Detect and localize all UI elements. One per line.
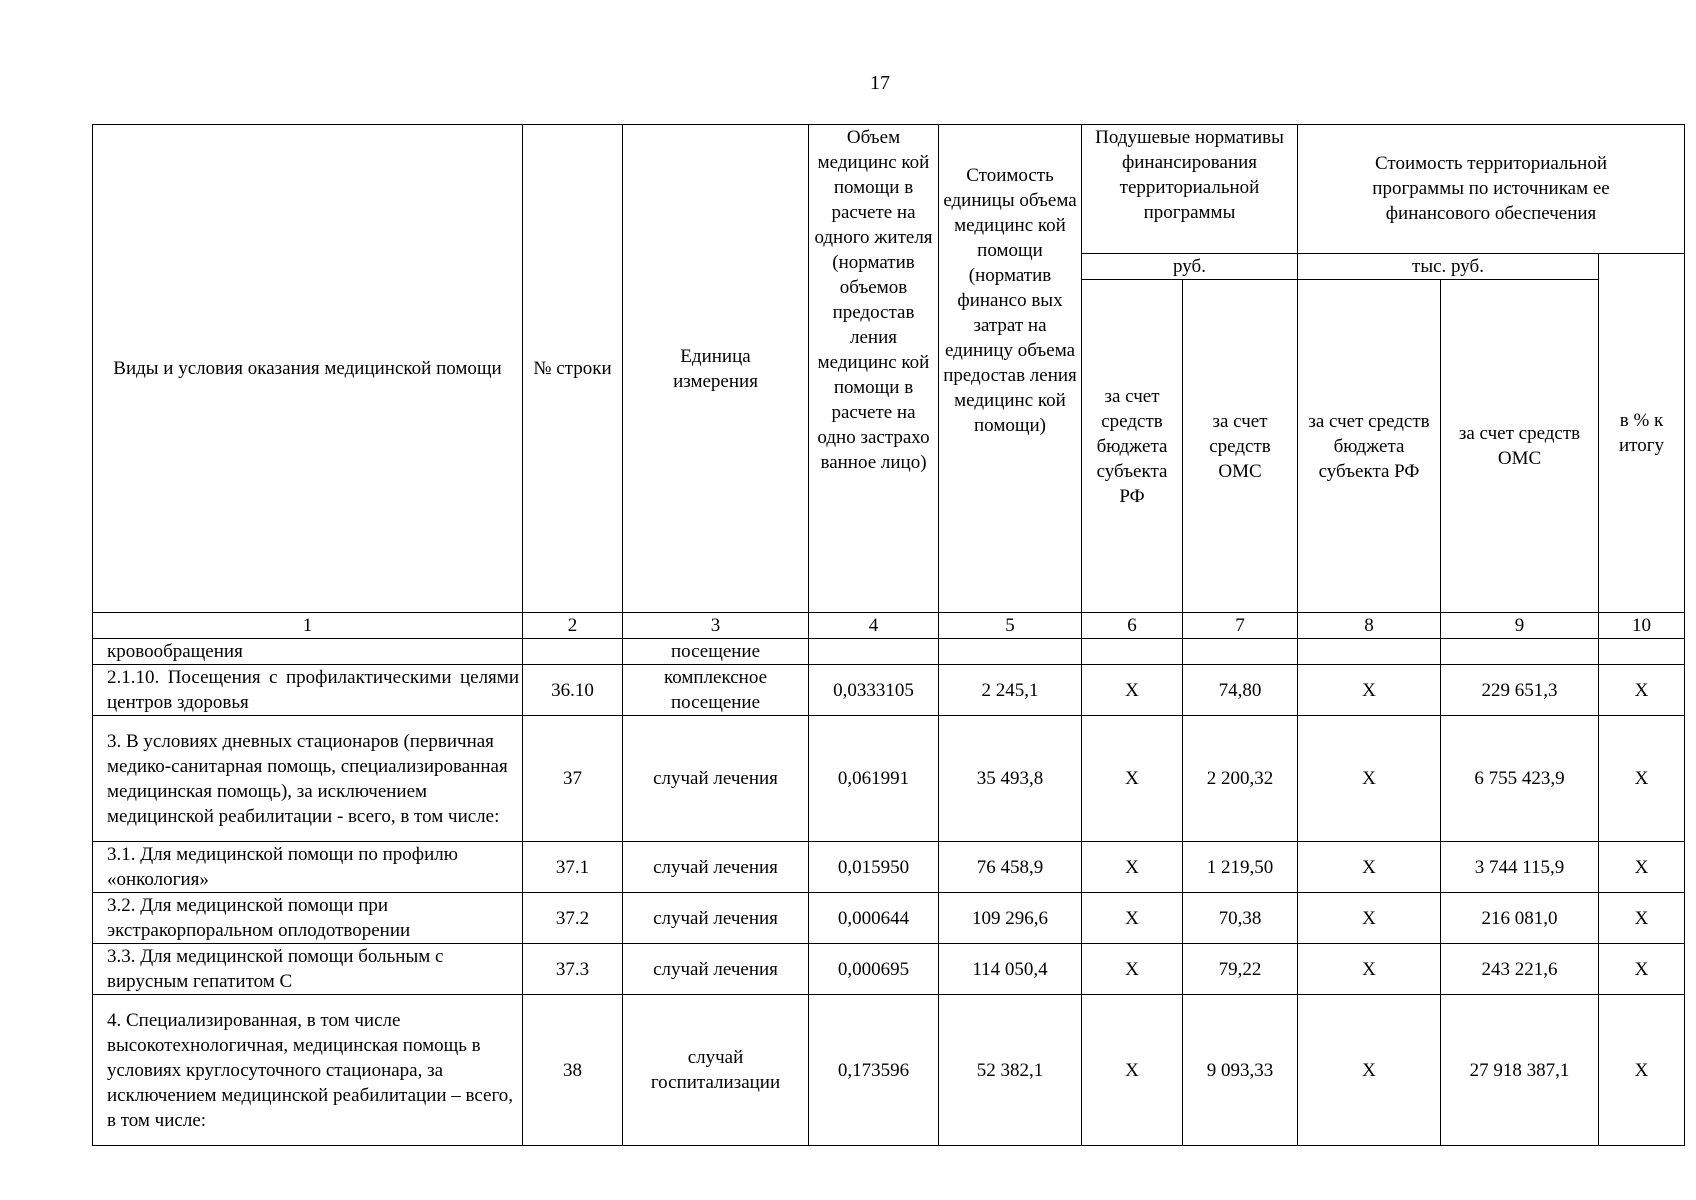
row-line-number: 37.1 xyxy=(523,842,623,893)
row-unit: посещение xyxy=(623,639,809,665)
row-budget-rub: X xyxy=(1082,842,1183,893)
row-volume: 0,061991 xyxy=(809,716,939,842)
row-line-number: 37 xyxy=(523,716,623,842)
row-unit: случай лечения xyxy=(623,944,809,995)
row-percent: X xyxy=(1599,995,1685,1146)
header-per-capita-standards: Подушевые нормативы финансирования территориальной программы xyxy=(1082,125,1298,254)
row-oms-thousand: 229 651,3 xyxy=(1441,665,1599,716)
row-volume: 0,015950 xyxy=(809,842,939,893)
row-budget-rub xyxy=(1082,639,1183,665)
table-row xyxy=(93,665,1685,716)
row-line-number: 36.10 xyxy=(523,665,623,716)
row-line-number xyxy=(523,639,623,665)
row-oms-thousand: 27 918 387,1 xyxy=(1441,995,1599,1146)
table-row xyxy=(93,995,1685,1146)
table-row xyxy=(93,944,1685,995)
header-oms-thousand: за счет средств ОМС xyxy=(1441,280,1599,613)
row-cost: 114 050,4 xyxy=(939,944,1082,995)
header-budget-thousand: за счет средств бюджета субъекта РФ xyxy=(1298,280,1441,613)
row-percent: X xyxy=(1599,665,1685,716)
row-percent: X xyxy=(1599,893,1685,944)
row-unit: случай лечения xyxy=(623,716,809,842)
column-number: 7 xyxy=(1183,613,1298,639)
row-volume: 0,000644 xyxy=(809,893,939,944)
table-row xyxy=(93,716,1685,842)
column-number: 3 xyxy=(623,613,809,639)
row-oms-thousand: 6 755 423,9 xyxy=(1441,716,1599,842)
row-volume xyxy=(809,639,939,665)
row-name: 3. В условиях дневных стационаров (первичная медико-санитарная помощь, специализированная медицинская помощь), за исключением медицинской реабилитации - всего, в том числе: xyxy=(93,716,523,842)
row-cost xyxy=(939,639,1082,665)
row-budget-rub: X xyxy=(1082,944,1183,995)
row-budget-thousand: X xyxy=(1298,716,1441,842)
row-cost: 76 458,9 xyxy=(939,842,1082,893)
header-oms-rub: за счет средств ОМС xyxy=(1183,280,1298,613)
table-row xyxy=(93,893,1685,944)
row-budget-rub: X xyxy=(1082,665,1183,716)
row-oms-thousand: 243 221,6 xyxy=(1441,944,1599,995)
row-unit: комплексное посещение xyxy=(623,665,809,716)
row-oms-thousand xyxy=(1441,639,1599,665)
row-name: 3.1. Для медицинской помощи по профилю «онкология» xyxy=(93,842,523,893)
row-cost: 35 493,8 xyxy=(939,716,1082,842)
row-unit: случай лечения xyxy=(623,842,809,893)
row-budget-rub: X xyxy=(1082,995,1183,1146)
row-line-number: 37.3 xyxy=(523,944,623,995)
header-unit-cost: Стоимость единицы объема медицинс кой помощи (норматив финансо вых затрат на единицу объема предостав ления медицинс кой помощи) xyxy=(939,125,1082,613)
row-oms-rub xyxy=(1183,639,1298,665)
row-percent: X xyxy=(1599,716,1685,842)
row-percent: X xyxy=(1599,944,1685,995)
row-unit: случай лечения xyxy=(623,893,809,944)
row-cost: 2 245,1 xyxy=(939,665,1082,716)
header-percent-of-total: в % к итогу xyxy=(1599,254,1685,613)
column-number: 9 xyxy=(1441,613,1599,639)
row-name: кровообращения xyxy=(93,639,523,665)
row-budget-thousand: X xyxy=(1298,665,1441,716)
row-line-number: 37.2 xyxy=(523,893,623,944)
row-budget-rub: X xyxy=(1082,716,1183,842)
row-oms-rub: 2 200,32 xyxy=(1183,716,1298,842)
header-budget-rub: за счет средств бюджета субъекта РФ xyxy=(1082,280,1183,613)
column-number: 10 xyxy=(1599,613,1685,639)
row-cost: 52 382,1 xyxy=(939,995,1082,1146)
row-oms-rub: 70,38 xyxy=(1183,893,1298,944)
header-unit-thousand-rub: тыс. руб. xyxy=(1298,254,1599,280)
row-percent xyxy=(1599,639,1685,665)
table-row xyxy=(93,639,1685,665)
financing-table xyxy=(92,124,1685,1146)
row-oms-thousand: 216 081,0 xyxy=(1441,893,1599,944)
row-volume: 0,173596 xyxy=(809,995,939,1146)
row-oms-thousand: 3 744 115,9 xyxy=(1441,842,1599,893)
row-name: 2.1.10. Посещения с профилактическими целями центров здоровья xyxy=(93,665,523,716)
row-budget-thousand: X xyxy=(1298,944,1441,995)
row-oms-rub: 79,22 xyxy=(1183,944,1298,995)
page-number: 17 xyxy=(870,72,890,94)
row-name: 4. Специализированная, в том числе высокотехнологичная, медицинская помощь в условиях круглосуточного стационара, за исключением медицинской реабилитации – всего, в том числе: xyxy=(93,995,523,1146)
row-unit: случай госпитализации xyxy=(623,995,809,1146)
row-percent: X xyxy=(1599,842,1685,893)
header-line-number: № строки xyxy=(523,125,623,613)
row-budget-thousand: X xyxy=(1298,842,1441,893)
column-number: 2 xyxy=(523,613,623,639)
header-unit-of-measure: Единица измерения xyxy=(623,125,809,613)
header-program-cost: Стоимость территориальной программы по источникам ее финансового обеспечения xyxy=(1298,125,1685,254)
row-budget-thousand: X xyxy=(1298,995,1441,1146)
row-line-number: 38 xyxy=(523,995,623,1146)
row-oms-rub: 9 093,33 xyxy=(1183,995,1298,1146)
row-cost: 109 296,6 xyxy=(939,893,1082,944)
column-number: 8 xyxy=(1298,613,1441,639)
column-number: 4 xyxy=(809,613,939,639)
column-number: 5 xyxy=(939,613,1082,639)
row-volume: 0,0333105 xyxy=(809,665,939,716)
header-volume-per-resident: Объем медицинс кой помощи в расчете на одного жителя (норматив объемов предостав ления медицинс кой помощи в расчете на одно застрахо ванное лицо) xyxy=(809,125,939,613)
row-budget-thousand: X xyxy=(1298,893,1441,944)
table-row xyxy=(93,842,1685,893)
header-row-1 xyxy=(93,125,1685,254)
row-oms-rub: 1 219,50 xyxy=(1183,842,1298,893)
header-unit-rub: руб. xyxy=(1082,254,1298,280)
row-name: 3.2. Для медицинской помощи при экстракорпоральном оплодотворении xyxy=(93,893,523,944)
column-number: 6 xyxy=(1082,613,1183,639)
row-name: 3.3. Для медицинской помощи больным с вирусным гепатитом С xyxy=(93,944,523,995)
row-budget-thousand xyxy=(1298,639,1441,665)
column-number: 1 xyxy=(93,613,523,639)
row-volume: 0,000695 xyxy=(809,944,939,995)
row-budget-rub: X xyxy=(1082,893,1183,944)
column-number-row xyxy=(93,613,1685,639)
row-oms-rub: 74,80 xyxy=(1183,665,1298,716)
header-types-of-care: Виды и условия оказания медицинской помощи xyxy=(93,125,523,613)
